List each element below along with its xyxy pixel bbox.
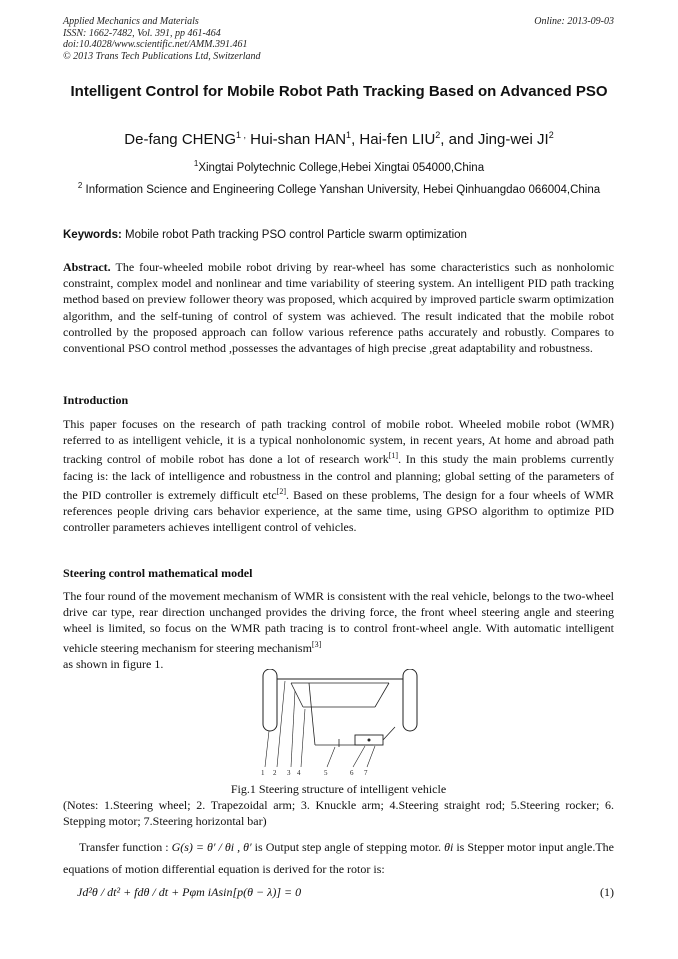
online-date: Online: 2013-09-03 — [534, 16, 614, 27]
knuckle-arm — [309, 683, 313, 725]
steering-rod — [313, 725, 315, 745]
tf-lead: Transfer function : — [79, 840, 172, 854]
tf-text-1: is Output step angle of stepping motor. — [251, 840, 445, 854]
figure-caption: Fig.1 Steering structure of intelligent vehicle — [230, 782, 447, 796]
figure-notes: (Notes: 1.Steering wheel; 2. Trapezoidal arm; 3. Knuckle arm; 4.Steering straight rod; 5.Steering rocker; 6. Stepping motor; 7.Steering horizontal bar) — [63, 798, 614, 828]
copyright-line: © 2013 Trans Tech Publications Ltd, Switzerland — [63, 50, 261, 62]
keywords-label: Keywords: — [63, 229, 122, 241]
equation-1-number: (1) — [600, 885, 614, 899]
author-3-sup: 2 — [435, 130, 441, 140]
tf-text-2: is Stepper motor input angle.The equations of motion differential equation is derived for the rotor is: — [63, 840, 614, 876]
transfer-function-paragraph — [63, 836, 614, 880]
affiliation-2-text: Information Science and Engineering College Yanshan University, Hebei Qinhuangdao 066004,China — [85, 183, 601, 196]
steering-heading: Steering control mathematical model — [63, 566, 253, 580]
author-1-sup: 1 , — [235, 130, 246, 140]
tf-symbol: θi — [444, 840, 454, 854]
keywords — [63, 229, 467, 241]
affiliation-2 — [60, 179, 618, 197]
equation-1: Jd²θ / dt² + fdθ / dt + Pφm iAsin[p(θ − λ)] = 0 — [77, 885, 302, 899]
affiliation-1-text: Xingtai Polytechnic College,Hebei Xingtai 054000,China — [198, 161, 485, 174]
affiliation-1-sup: 1 — [193, 159, 199, 168]
steering-text-1: The four round of the movement mechanism of WMR is consistent with the real vehicle, belongs to the two-wheel drive car type, rear direction unchanged provides the driving force, the front wheel steering angle and steering wheel is limited, so focus on the WMR path tracing is to control front-wheel angle. With automatic intelligent vehicle steering mechanism for steering mechanism — [63, 589, 614, 655]
steering-paragraph — [63, 588, 614, 672]
intro-text-2: . In this study the main problems currently facing is: the lack of intelligence and robustness in the control and planning; global setting of the parameters of the PID controller is extremely difficult etc — [63, 452, 615, 502]
steering-structure-figure — [255, 669, 425, 779]
introduction-heading: Introduction — [63, 393, 129, 407]
citation-3[interactable]: [3] — [311, 639, 322, 649]
figure-label-5: 5 — [324, 769, 328, 777]
author-3: Hai-fen LIU — [359, 131, 436, 148]
journal-name: Applied Mechanics and Materials — [63, 16, 199, 27]
author-1: De-fang CHENG — [124, 131, 236, 148]
issn-line: ISSN: 1662-7482, Vol. 391, pp 461-464 — [63, 27, 221, 39]
figure-label-2: 2 — [273, 769, 277, 777]
abstract-text: The four-wheeled mobile robot driving by rear-wheel has some characteristics such as nonholomic constraint, complex model and nonlinear and time variability of steering system. An intelligent PID path tracking method based on preview follower theory was proposed, which acquired by improved particle swarm optimization algorithm, and the self-tuning of control of system was achieved. The result indicated that the mobile robot controlled by the proposed approach can follow various reference paths accurately and robustly. Compares to conventional PSO control method ,possesses the advantages of high precise ,great adaptability and robustness. — [63, 260, 614, 356]
figure-label-1: 1 — [261, 769, 265, 777]
author-4: and Jing-wei JI — [448, 131, 549, 148]
keywords-text: Mobile robot Path tracking PSO control Particle swarm optimization — [125, 229, 467, 241]
figure-label-3: 3 — [287, 769, 291, 777]
citation-1[interactable]: [1] — [388, 451, 399, 461]
author-2: Hui-shan HAN — [250, 131, 347, 148]
trapezoidal-arm-left — [291, 683, 303, 707]
left-wheel — [263, 669, 277, 731]
right-wheel — [403, 669, 417, 731]
doi-line: doi:10.4028/www.scientific.net/AMM.391.461 — [63, 39, 248, 50]
journal-header — [63, 16, 261, 62]
figure-label-7: 7 — [364, 769, 368, 777]
abstract-label: Abstract. — [63, 260, 111, 274]
figure-label-6: 6 — [350, 769, 354, 777]
abstract — [63, 259, 614, 356]
author-2-sup: 1 — [346, 130, 352, 140]
leader-lines — [265, 681, 375, 767]
affiliation-2-sup: 2 — [77, 181, 83, 190]
author-list: De-fang $CHENG^{1 ,}$ Hui-shan HAN$^1$, Hai-fen LIU$^2$, and Jing-wei $JI^2$ — [124, 130, 554, 148]
introduction-paragraph — [63, 416, 614, 535]
intro-text-1: This paper focuses on the research of path tracking control of mobile robot. Wheeled mobile robot (WMR) referred to as intelligent vehicle, it is a typical nonholonomic system, in recent years, At home and abroad path tracking control of mobile robot has done a lot of research work — [63, 417, 614, 467]
figure-labels — [261, 769, 368, 777]
figure-label-4: 4 — [297, 769, 301, 777]
tf-formula: G(s) = θ′ / θi , θ′ — [171, 840, 252, 854]
motor-link — [383, 727, 395, 740]
author-4-sup: 2 — [548, 130, 554, 140]
steering-text-2: as shown in figure 1. — [63, 656, 164, 671]
intro-text-3: . Based on these problems, The design for a four wheels of WMR references people driving cars behavior experience, at the same time, using GPSO algorithm to optimize PID controller parameters achieves intelligent control of vehicles. — [63, 487, 615, 535]
affiliation-1 — [60, 157, 618, 175]
trapezoidal-arm-right — [375, 683, 389, 707]
paper-title: Intelligent Control for Mobile Robot Path Tracking Based on Advanced PSO — [70, 83, 608, 100]
motor-shaft — [368, 739, 371, 742]
citation-2[interactable]: [2] — [276, 486, 286, 496]
